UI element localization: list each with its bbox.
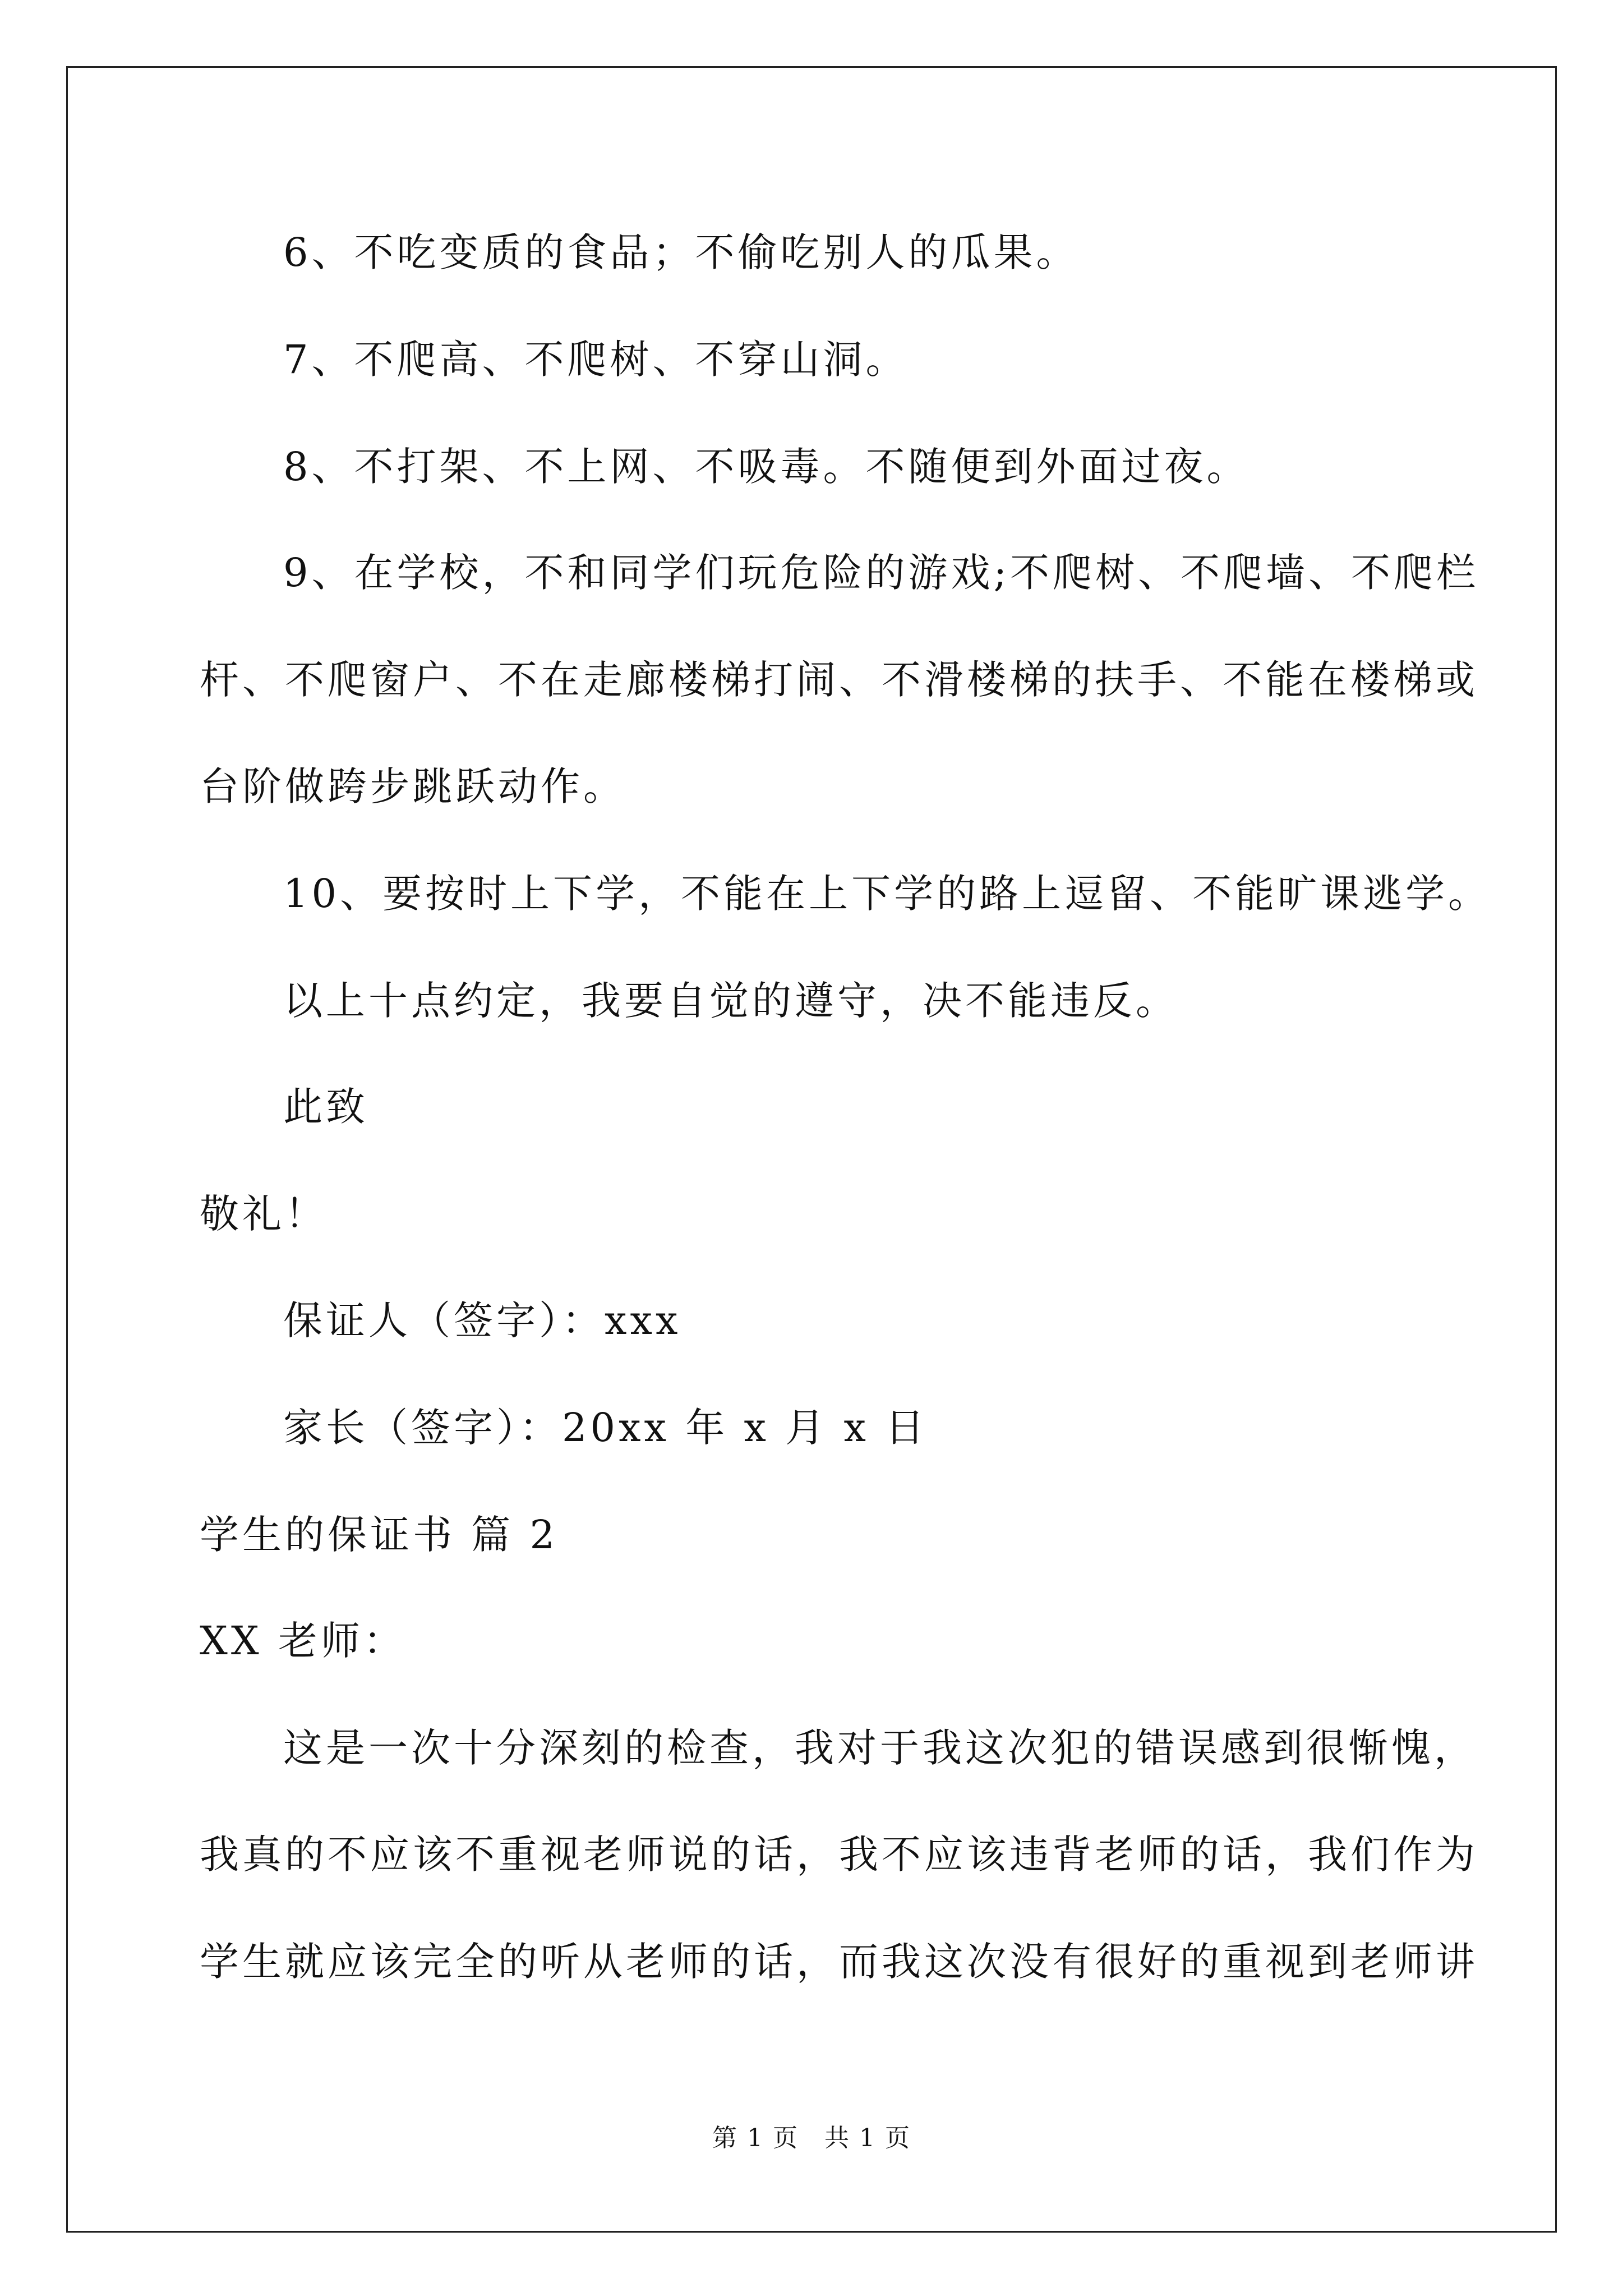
rule-8: 8、不打架、不上网、不吸毒。不随便到外面过夜。 — [283, 444, 1249, 490]
parent-signature: 家长（签字）：20xx 年 x 月 x 日 — [283, 1405, 928, 1451]
rule-9-line-3: 台阶做跨步跳跃动作。 — [200, 763, 626, 809]
letter-greeting: XX 老师： — [200, 1618, 406, 1664]
letter-body-line-1: 这是一次十分深刻的检查，我对于我这次犯的错误感到很惭愧， — [283, 1725, 1477, 1771]
letter-body-line-2: 我真的不应该不重视老师说的话，我不应该违背老师的话，我们作为 — [200, 1832, 1478, 1878]
section-heading: 学生的保证书 篇 2 — [200, 1512, 559, 1558]
page-footer: 第 1 页 共 1 页 — [712, 2124, 911, 2152]
rule-7: 7、不爬高、不爬树、不穿山洞。 — [283, 337, 909, 383]
rule-6: 6、不吃变质的食品；不偷吃别人的瓜果。 — [283, 229, 1079, 275]
guarantor-signature: 保证人（签字）：xxx — [283, 1297, 681, 1343]
rule-9-line-2: 杆、不爬窗户、不在走廊楼梯打闹、不滑楼梯的扶手、不能在楼梯或 — [200, 657, 1478, 703]
letter-body-line-3: 学生就应该完全的听从老师的话，而我这次没有很好的重视到老师讲 — [200, 1939, 1478, 1985]
closing-respect: 敬礼！ — [200, 1191, 328, 1237]
page-border — [66, 66, 1557, 2233]
rule-9-line-1: 9、在学校，不和同学们玩危险的游戏;不爬树、不爬墙、不爬栏 — [283, 550, 1479, 596]
pledge-summary: 以上十点约定，我要自觉的遵守，决不能违反。 — [283, 978, 1178, 1024]
rule-10: 10、要按时上下学，不能在上下学的路上逗留、不能旷课逃学。 — [283, 871, 1491, 917]
closing-salutation: 此致 — [283, 1084, 368, 1130]
